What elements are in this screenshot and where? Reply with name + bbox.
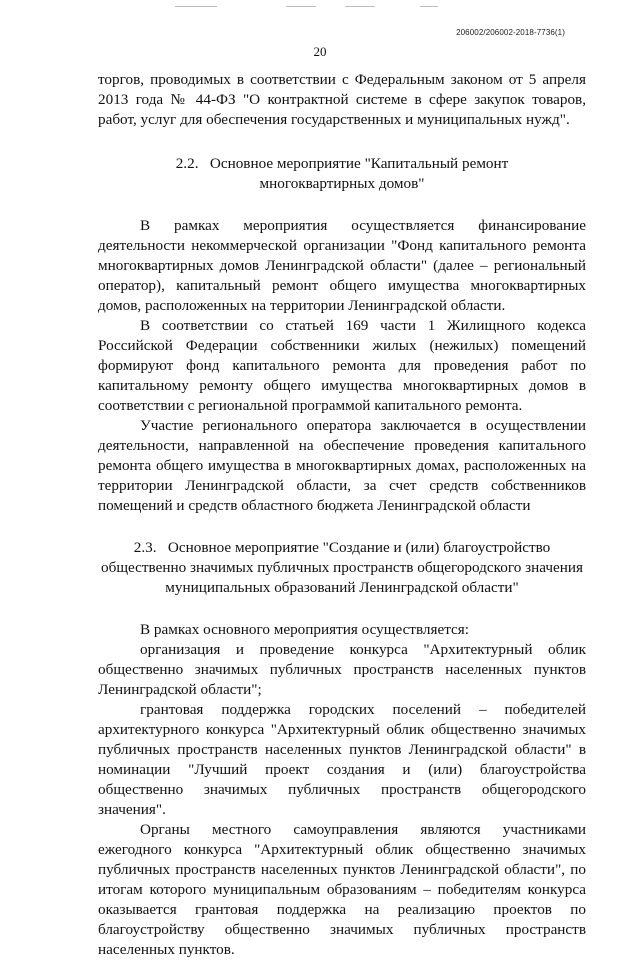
section-2-2-heading [98,154,586,194]
intro-paragraph: торгов, проводимых в соответствии с Федеральным законом от 5 апреля 2013 года № 44-ФЗ "О контрактной системе в сфере закупок товаров, работ, услуг для обеспечения государственных и муниципальных нужд". [98,71,586,128]
section-2-3-paragraph-2: организация и проведение конкурса "Архитектурный облик общественно значимых публичных пространств населенных пунктов Ленинградской области"; [98,641,586,698]
section-2-3-paragraph-1: В рамках основного мероприятия осуществляется: [140,621,469,638]
section-2-3-heading-line2: общественно значимых публичных пространств общегородского значения [101,559,583,576]
section-2-3-heading-line3: муниципальных образований Ленинградской области" [165,579,519,596]
page-number: 20 [313,44,327,59]
section-2-3-paragraph-4: Органы местного самоуправления являются участниками ежегодного конкурса "Архитектурный облик общественно значимых публичных пространств населенных пунктов Ленинградской области", по итогам которого муниципальным образованиям – победителям конкурса оказывается грантовая поддержка на реализацию проектов по благоустройству общественно значимых публичных пространств населенных пунктов. [98,821,586,958]
section-2-2-heading-line2: многоквартирных домов" [259,175,425,192]
section-2-3-heading [98,538,586,598]
section-2-2-heading-line1: 2.2. Основное мероприятие "Капитальный ремонт [175,155,509,172]
section-2-2-paragraph-2: В соответствии со статьей 169 части 1 Жилищного кодекса Российской Федерации собственники жилых (нежилых) помещений формируют фонд капитального ремонта для проведения работ по капитальному ремонту общего имущества многоквартирных домов в соответствии с региональной программой капитального ремонта. [98,317,586,414]
section-2-2-paragraph-1: В рамках мероприятия осуществляется финансирование деятельности некоммерческой организации "Фонд капитального ремонта многоквартирных домов Ленинградской области" (далее – региональный оператор), капитальный ремонт общего имущества многоквартирных домов, расположенных на территории Ленинградской области. [98,217,586,314]
document-id: 206002/206002-2018-7736(1) [456,28,565,37]
scan-top-rule-middle [286,6,316,7]
section-2-2-paragraph-3: Участие регионального оператора заключается в осуществлении деятельности, направленной на обеспечение проведения капитального ремонта общего имущества в многоквартирных домах, расположенных на территории Ленинградской области, за счет средств собственников помещений и средств областного бюджета Ленинградской области [98,417,586,514]
scan-top-rule-far [420,6,438,7]
section-2-3-paragraph-3: грантовая поддержка городских поселений – победителей архитектурного конкурса "Архитектурный облик общественно значимых публичных пространств населенных пунктов Ленинградской области" в номинации "Лучший проект создания и (или) благоустройства общественно значимых публичных пространств общегородского значения". [98,701,586,818]
scan-top-rule-left [175,6,217,7]
section-2-3-heading-line1: 2.3. Основное мероприятие "Создание и (или) благоустройство [133,539,551,556]
scan-top-rule-right [345,6,375,7]
document-body [98,70,586,960]
